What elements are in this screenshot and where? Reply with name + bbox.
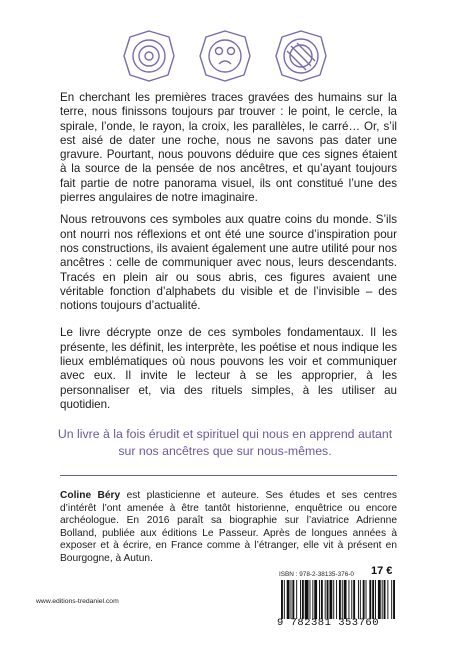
barcode-bar <box>284 580 285 619</box>
barcode-bar <box>281 580 283 619</box>
barcode-bar <box>314 580 317 619</box>
price: 17 € <box>371 565 393 577</box>
symbols-header <box>0 28 450 84</box>
barcode-bar <box>336 580 337 619</box>
barcode-bar <box>382 580 383 619</box>
barcode-bar <box>353 580 355 619</box>
isbn: ISBN : 978-2-38135-376-0 <box>279 571 354 578</box>
barcode-bar <box>372 580 374 619</box>
author-bio <box>60 490 397 566</box>
barcode-bar <box>333 580 334 619</box>
barcode-bar <box>291 580 292 619</box>
publisher-website[interactable]: www.editions-tredaniel.com <box>36 598 119 605</box>
barcode-bar <box>366 580 367 619</box>
paragraph-3: Le livre décrypte onze de ces symboles fondamentaux. Il les présente, les définit, les interprète, les poétise et nous indique les lieux emblématiques où nous pouvons les voir et communiquer avec eux. Il invite le lecteur à se les approprier, à les personnaliser et, via des rituels simples, à les utiliser au quotidien. <box>60 326 397 411</box>
barcode-bar <box>329 580 332 619</box>
barcode-bar <box>358 580 359 619</box>
paragraph-2: Nous retrouvons ces symboles aux quatre coins du monde. S’ils ont nourri nos réflexions et ont été une source d’inspiration pour nos constructions, ils avaient également une autre utilité pour nos ancêtres : celle de communiquer avec nous, leurs descendants. Tracés en plein air ou sous abris, ces figures avaient une véritable fonction d’alphabets du visible et de l’invisible – des notions toujours d’actualité. <box>60 213 397 313</box>
author-name: Coline Béry <box>60 490 121 501</box>
author-bio-text: est plasticienne et auteure. Ses études et ses centres d’intérêt l’ont amenée à être tantôt historienne, enquêtrice ou encore archéologue. En 2016 paraît sa biographie sur l’aviatrice Adrienne Bolland, publiée aux éditions Le Passeur. Après de longues années à exposer et à écrire, en France comme à l’étranger, elle vit à présent en Bourgogne, à Autun. <box>60 490 397 564</box>
barcode-number: 9 782381 353760 <box>277 617 380 629</box>
barcode-bar <box>351 580 352 619</box>
barcode-bar <box>296 580 297 619</box>
tagline: Un livre à la fois érudit et spirituel qui nous en apprend autant sur nos ancêtres que sur nous-mêmes. <box>57 427 393 458</box>
barcode-bar <box>363 580 365 619</box>
barcode-bar <box>339 580 341 619</box>
barcode <box>279 580 397 619</box>
barcode-bar <box>393 580 395 619</box>
barcode-bar <box>327 580 329 619</box>
divider <box>60 475 397 476</box>
barcode-bar <box>344 580 347 619</box>
barcode-bar <box>378 580 381 619</box>
barcode-bar <box>325 580 326 619</box>
barcode-bar <box>305 580 309 619</box>
barcode-bar <box>310 580 311 619</box>
barcode-bar <box>348 580 349 619</box>
barcode-bar <box>375 580 376 619</box>
barcode-bar <box>312 580 313 619</box>
barcode-bar <box>360 580 361 619</box>
barcode-bar <box>302 580 304 619</box>
crossed-circle-symbol-icon <box>273 28 329 84</box>
barcode-bar <box>300 580 301 619</box>
barcode-bar <box>369 580 371 619</box>
face-square-symbol-icon <box>197 28 253 84</box>
back-cover-text <box>60 91 397 412</box>
barcode-bar <box>287 580 290 619</box>
barcode-bar <box>387 580 388 619</box>
barcode-bar <box>321 580 323 619</box>
barcode-bar <box>342 580 343 619</box>
paragraph-1: En cherchant les premières traces gravées des humains sur la terre, nous finissons toujours par trouver : le point, le cercle, la spirale, l’onde, le rayon, la croix, les parallèles, le carré… Or, s’il est aisé de dater une roche, nous ne savons pas dater une gravure. Pourtant, nous pouvons déduire que ces signes étaient à la source de la pensée de nos ancêtres, et qu’ayant toujours fait partie de notre panorama visuel, ils ont constitué l’une des pierres angulaires de notre imaginaire. <box>60 91 397 205</box>
barcode-bar <box>391 580 392 619</box>
spiral-square-symbol-icon <box>121 28 177 84</box>
barcode-bar <box>292 580 294 619</box>
barcode-bar <box>384 580 386 619</box>
barcode-bar <box>319 580 320 619</box>
